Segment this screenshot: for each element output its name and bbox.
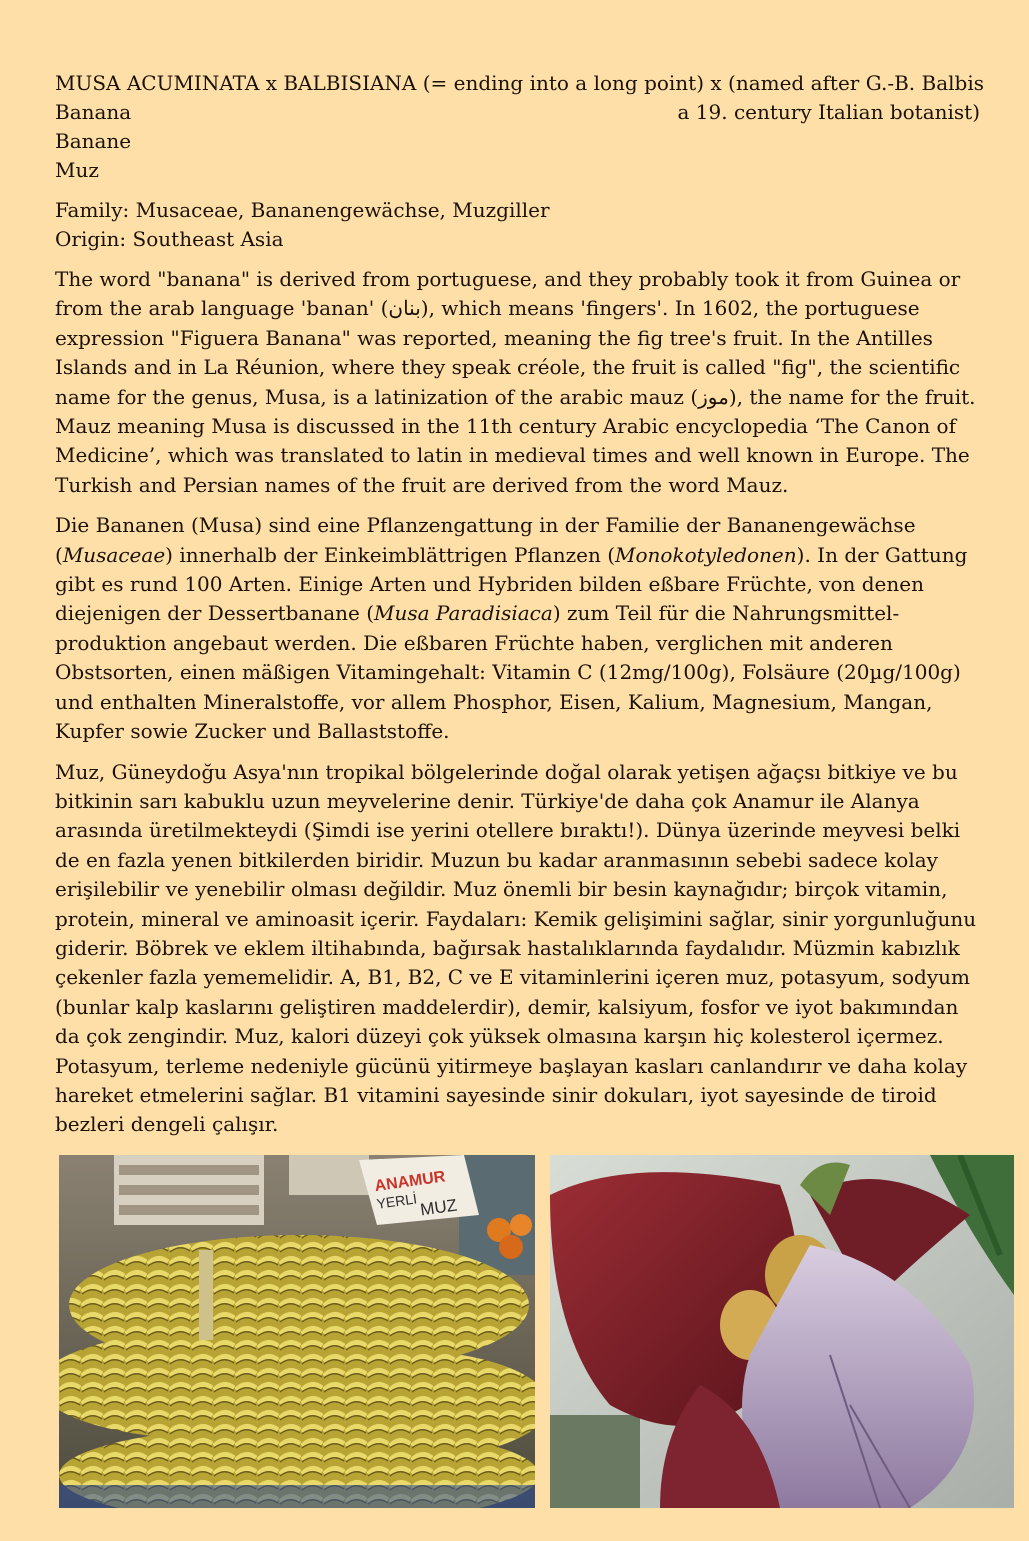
origin-line: Origin: Southeast Asia <box>55 227 284 251</box>
common-name-german: Banane <box>55 129 132 153</box>
german-term-monokotyledonen: Monokotyledonen <box>615 542 797 567</box>
german-term-musa-paradisiaca: Musa Paradisiaca <box>374 601 553 626</box>
german-text-1: Die Bananen (Musa) sind eine Pflanzengattung in der Familie der Bananengewächse ( <box>55 513 916 567</box>
german-term-musaceae: Musaceae <box>62 542 166 567</box>
paragraph-turkish: Muz, Güneydoğu Asya'nın tropikal bölgelerinde doğal olarak yetişen ağaçsı bitkiye ve bu bitkinin sarı kabuklu uzun meyvelerine denir. Türkiye'de daha çok Anamur ile Alanya arasında üretilmekteydi (Şimdi ise yerini otellere bıraktı!). Dünya üzerinde meyvesi belki de en fazla yenen bitkilerden biridir. Muzun bu kadar aranmasının sebebi sadece kolay erişilebilir ve yenebilir olması değildir. Muz önemli bir besin kaynağıdır; birçok vitamin, protein, mineral ve aminoasit içerir. Faydaları: Kemik gelişimini sağlar, sinir yorgunluğunu giderir. Böbrek ve eklem iltihabında, bağırsak hastalıklarında faydalıdır. Müzmin kabızlık çekenler fazla yememelidir. A, B1, B2, C ve E vitaminlerini içeren muz, potasyum, sodyum (bunlar kalp kaslarını geliştiren maddelerdir), demir, kalsiyum, fosfor ve iyot bakımından da çok zengindir. Muz, kalori düzeyi çok yüksek olmasına karşın hiç kolesterol içermez. Potasyum, terleme nedeniyle gücünü yitirmeye başlayan kasları canlandırır ve daha kolay hareket etmelerini sağlar. B1 vitamini sayesinde sinir dokuları, iyot sayesinde de tiroid bezleri dengeli çalışır. <box>55 759 977 1137</box>
photo-row <box>59 1155 1014 1508</box>
paragraph-english: The word "banana" is derived from portuguese, and they probably took it from Guinea or from the arab language 'banan' (بنان), which means 'fingers'. In 1602, the portuguese expression "Figuera Banana" was reported, meaning the fig tree's fruit. In the Antilles Islands and in La Réunion, where they speak créole, the fruit is called "fig", the scientific name for the genus, Musa, is a latinization of the arabic mauz (موز), the name for the fruit. Mauz meaning Musa is discussed in the 11th century Arabic encyclopedia ‘The Canon of Medicine’, which was translated to latin in medieval times and well known in Europe. The Turkish and Persian names of the fruit are derived from the word Mauz. <box>55 267 976 497</box>
banana-market-photo <box>59 1155 535 1508</box>
banana-flower-illustration <box>550 1155 1014 1508</box>
page-content <box>55 0 984 1140</box>
german-text-3: ). In der Gattung gibt es rund 100 Arten. Einige Arten und Hybriden bilden eßbare Früchte, von denen diejenigen der Dessertbanane ( <box>55 542 968 626</box>
banana-flower-photo <box>550 1155 1014 1508</box>
common-name-english: Banana <box>55 100 132 124</box>
paragraph-german <box>55 511 980 746</box>
family-line: Family: Musaceae, Bananengewächse, Muzgiller <box>55 198 550 222</box>
common-name-turkish: Muz <box>55 158 99 182</box>
info-block <box>55 196 980 254</box>
sign-text-3: MUZ <box>419 1195 459 1220</box>
title-continuation: a 19. century Italian botanist) <box>677 100 980 124</box>
title-line: MUSA ACUMINATA x BALBISIANA (= ending into a long point) x (named after G.-B. Balbis <box>55 71 984 95</box>
german-text-2: ) innerhalb der Einkeimblättrigen Pflanzen ( <box>165 542 616 567</box>
sign-text-2: YERLİ <box>375 1190 418 1212</box>
banana-market-illustration <box>59 1155 535 1508</box>
german-text-4: ) zum Teil für die Nahrungsmittel-produktion angebaut werden. Die eßbaren Früchte haben, verglichen mit anderen Obstsorten, einen mäßigen Vitamingehalt: Vitamin C (12mg/100g), Folsäure (20µg/100g) und enthalten Mineralstoffe, vor allem Phosphor, Eisen, Kalium, Magnesium, Mangan, Kupfer sowie Zucker und Ballaststoffe. <box>55 601 961 744</box>
header <box>55 69 984 185</box>
sign-text-1: ANAMUR <box>373 1168 447 1196</box>
